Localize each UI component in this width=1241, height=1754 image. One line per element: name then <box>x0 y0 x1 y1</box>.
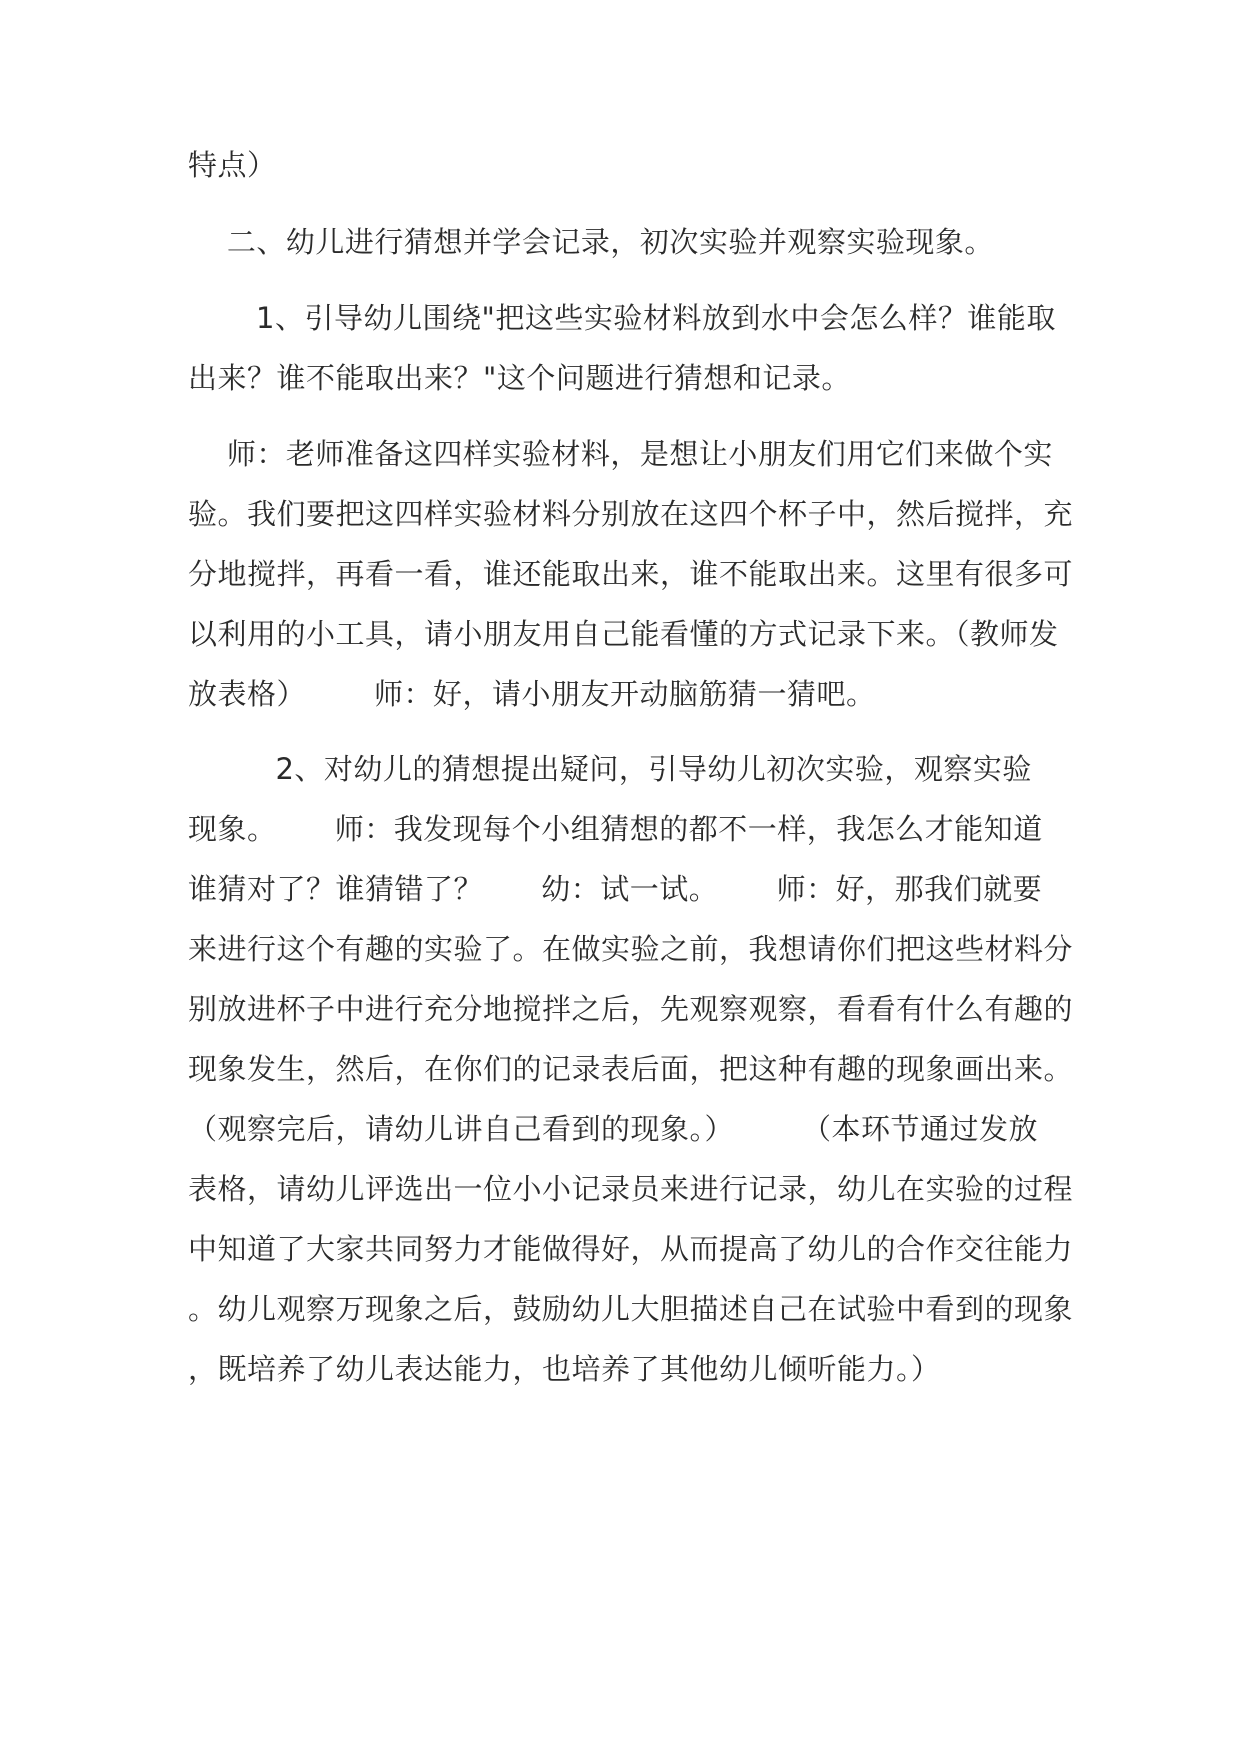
text-line: 来进行这个有趣的实验了。在做实验之前，我想请你们把这些材料分 <box>188 932 1074 966</box>
text-line: 1、引导幼儿围绕"把这些实验材料放到水中会怎么样？谁能取 <box>188 301 1056 335</box>
text-line: 现象。 师：我发现每个小组猜想的都不一样，我怎么才能知道 <box>188 812 1043 846</box>
text-line: 谁猜对了？谁猜错了？ 幼：试一试。 师：好，那我们就要 <box>188 872 1043 906</box>
text-line: 放表格） 师：好，请小朋友开动脑筋猜一猜吧。 <box>188 677 876 711</box>
text-line: 2、对幼儿的猜想提出疑问，引导幼儿初次实验，观察实验 <box>188 752 1032 786</box>
text-line: 。幼儿观察万现象之后，鼓励幼儿大胆描述自己在试验中看到的现象 <box>188 1292 1074 1326</box>
text-line: ，既培养了幼儿表达能力，也培养了其他幼儿倾听能力。） <box>188 1352 941 1386</box>
text-line: 表格，请幼儿评选出一位小小记录员来进行记录，幼儿在实验的过程 <box>188 1172 1074 1206</box>
section-heading: 二、幼儿进行猜想并学会记录，初次实验并观察实验现象。 <box>188 225 994 259</box>
text-line: 中知道了大家共同努力才能做得好，从而提高了幼儿的合作交往能力 <box>188 1232 1074 1266</box>
text-line: 别放进杯子中进行充分地搅拌之后，先观察观察，看看有什么有趣的 <box>188 992 1074 1026</box>
text-line: （观察完后，请幼儿讲自己看到的现象。） （本环节通过发放 <box>188 1112 1039 1146</box>
text-line: 验。我们要把这四样实验材料分别放在这四个杯子中，然后搅拌，充 <box>188 497 1074 531</box>
text-line: 分地搅拌，再看一看，谁还能取出来，谁不能取出来。这里有很多可 <box>188 557 1074 591</box>
text-line: 特点） <box>188 148 277 182</box>
text-line: 出来？谁不能取出来？"这个问题进行猜想和记录。 <box>188 361 851 395</box>
text-line: 师：老师准备这四样实验材料，是想让小朋友们用它们来做个实 <box>188 437 1053 471</box>
text-line: 现象发生，然后，在你们的记录表后面，把这种有趣的现象画出来。 <box>188 1052 1074 1086</box>
text-line: 以利用的小工具，请小朋友用自己能看懂的方式记录下来。（教师发 <box>188 617 1059 651</box>
